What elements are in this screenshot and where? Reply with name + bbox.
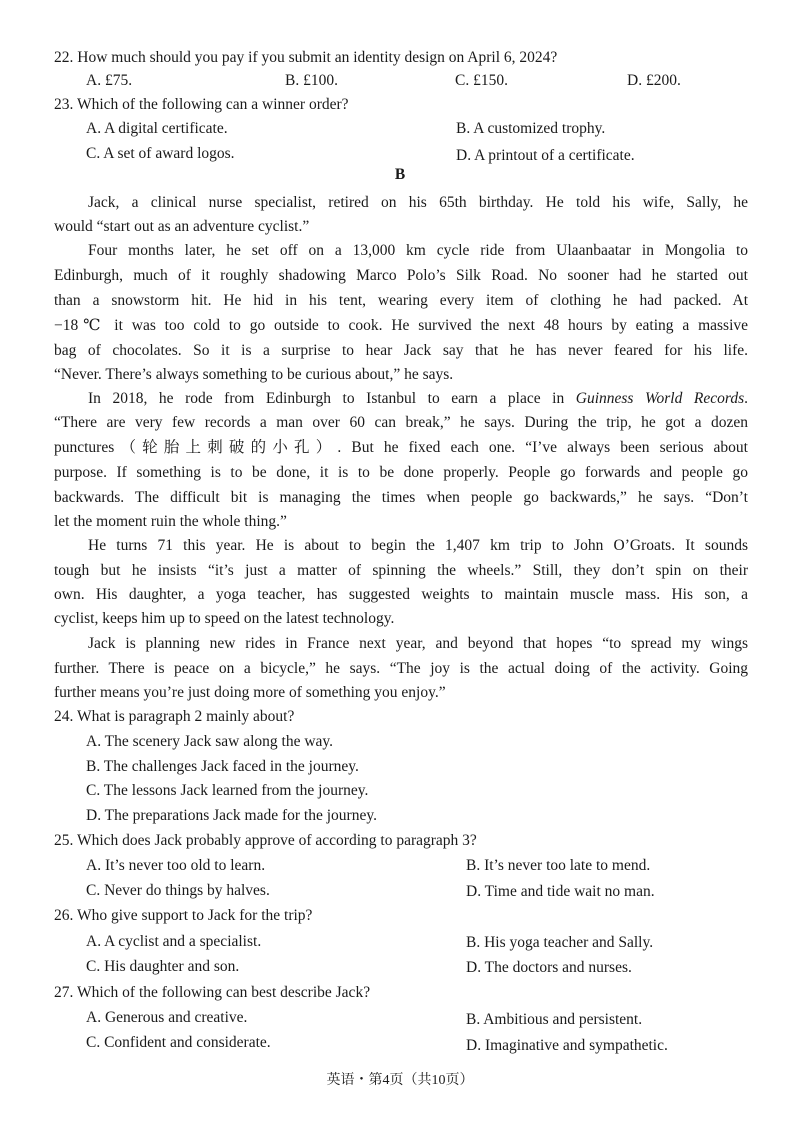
q22-option-b: B. £100. — [285, 72, 338, 89]
passage-line: than a snowstorm hit. He hid in his tent, wearing every item of clothing he had packed. At — [54, 292, 748, 309]
q25-option-d: D. Time and tide wait no man. — [466, 883, 655, 900]
q22-option-a: A. £75. — [86, 72, 133, 89]
passage-line: Jack is planning new rides in France next year, and beyond that hopes “to spread my wings — [88, 635, 748, 652]
passage-line: purpose. If something is to be done, it is to be done properly. People go forwards and people go — [54, 464, 748, 481]
q25-option-c: C. Never do things by halves. — [86, 882, 270, 899]
question-22-stem: 22. How much should you pay if you submit an identity design on April 6, 2024? — [54, 49, 558, 66]
q22-option-c: C. £150. — [455, 72, 508, 89]
passage-line: −18℃ it was too cold to go outside to cook. He survived the next 48 hours by eating a massive — [54, 317, 748, 334]
passage-line: “There are very few records a man over 60 can break,” he says. During the trip, he got a dozen — [54, 414, 748, 431]
passage-line: Jack, a clinical nurse specialist, retired on his 65th birthday. He told his wife, Sally, he — [88, 194, 748, 211]
q24-option-b: B. The challenges Jack faced in the journey. — [86, 758, 359, 775]
question-23-stem: 23. Which of the following can a winner order? — [54, 96, 349, 113]
q25-option-b: B. It’s never too late to mend. — [466, 857, 651, 874]
q26-option-b: B. His yoga teacher and Sally. — [466, 934, 654, 951]
p3-text-before: In 2018, he rode from Edinburgh to Istanbul to earn a place in — [88, 390, 576, 407]
p3-book-title: Guinness World Records — [575, 390, 745, 407]
q23-option-a: A. A digital certificate. — [86, 120, 228, 137]
passage-line: own. His daughter, a yoga teacher, has suggested weights to maintain muscle mass. His son, a — [54, 586, 748, 603]
passage-line: punctures（轮胎上刺破的小孔）. But he fixed each one. “I’ve always been serious about — [54, 439, 748, 456]
q27-option-b: B. Ambitious and persistent. — [466, 1011, 643, 1028]
question-26-stem: 26. Who give support to Jack for the trip? — [54, 907, 313, 924]
passage-line: let the moment ruin the whole thing.” — [54, 513, 287, 530]
question-25-stem: 25. Which does Jack probably approve of according to paragraph 3? — [54, 832, 477, 849]
q25-option-a: A. It’s never too old to learn. — [86, 857, 266, 874]
passage-line: Edinburgh, much of it roughly shadowing Marco Polo’s Silk Road. No sooner had he started out — [54, 267, 748, 284]
page-footer: 英语・第4页（共10页） — [326, 1073, 474, 1088]
passage-line: backwards. The difficult bit is managing the times when people go backwards,” he says. “Don’t — [54, 489, 748, 506]
p3-text-after: . — [744, 390, 748, 407]
q26-option-d: D. The doctors and nurses. — [466, 959, 632, 976]
passage-line: “Never. There’s always something to be curious about,” he says. — [54, 366, 454, 383]
passage-line: would “start out as an adventure cyclist.” — [54, 218, 310, 235]
q24-option-c: C. The lessons Jack learned from the journey. — [86, 782, 369, 799]
q24-option-d: D. The preparations Jack made for the journey. — [86, 807, 377, 824]
passage-line: He turns 71 this year. He is about to begin the 1,407 km trip to John O’Groats. It sounds — [88, 537, 748, 554]
passage-line: Four months later, he set off on a 13,000 km cycle ride from Ulaanbaatar in Mongolia to — [88, 242, 748, 259]
passage-line-p3-first — [88, 388, 748, 410]
q23-option-c: C. A set of award logos. — [86, 145, 235, 162]
question-27-stem: 27. Which of the following can best describe Jack? — [54, 984, 371, 1001]
passage-line: further. There is peace on a bicycle,” he says. “The joy is the actual doing of the activity. Going — [54, 660, 748, 677]
q27-option-c: C. Confident and considerate. — [86, 1034, 271, 1051]
q23-option-b: B. A customized trophy. — [456, 120, 606, 137]
q26-option-a: A. A cyclist and a specialist. — [86, 933, 262, 950]
passage-line: tough but he insists “it’s just a matter of spinning the wheels.” Still, they don’t spin on their — [54, 562, 748, 579]
passage-line: bag of chocolates. So it is a surprise to hear Jack say that he has never feared for his life. — [54, 342, 748, 359]
q22-option-d: D. £200. — [627, 72, 681, 89]
passage-line: further means you’re just doing more of something you enjoy.” — [54, 684, 446, 701]
section-label: B — [394, 166, 406, 183]
q26-option-c: C. His daughter and son. — [86, 958, 240, 975]
passage-line: cyclist, keeps him up to speed on the latest technology. — [54, 610, 395, 627]
q27-option-a: A. Generous and creative. — [86, 1009, 248, 1026]
q24-option-a: A. The scenery Jack saw along the way. — [86, 733, 334, 750]
q23-option-d: D. A printout of a certificate. — [456, 147, 635, 164]
q27-option-d: D. Imaginative and sympathetic. — [466, 1037, 668, 1054]
question-24-stem: 24. What is paragraph 2 mainly about? — [54, 708, 295, 725]
